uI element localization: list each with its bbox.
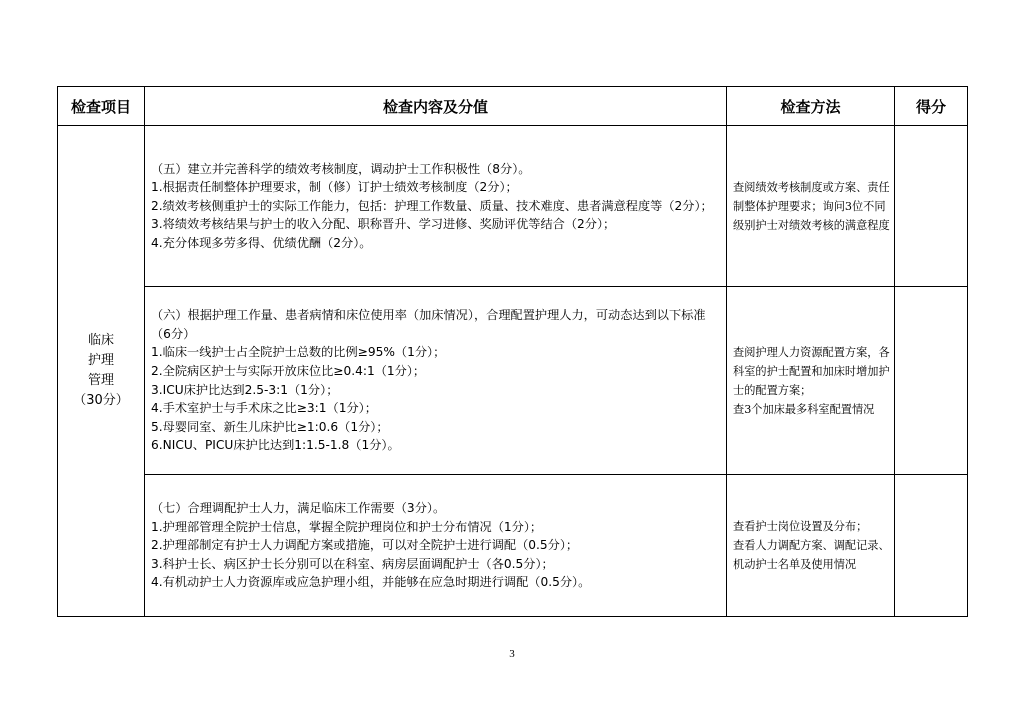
table-row [58, 475, 968, 617]
item-line: 临床 [87, 333, 114, 348]
item-line: 管理 [87, 373, 114, 388]
header-item: 检查项目 [58, 87, 145, 126]
page-number: 3 [509, 648, 515, 660]
table-row [58, 287, 968, 475]
header-content: 检查内容及分值 [145, 87, 727, 126]
item-score-line: （30分） [73, 393, 129, 408]
header-score: 得分 [895, 87, 968, 126]
method-cell: 查阅绩效考核制度或方案、责任制整体护理要求；询问3位不同级别护士对绩效考核的满意程度 [727, 126, 895, 287]
content-cell: （七）合理调配护士人力，满足临床工作需要（3分）。 1.护理部管理全院护士信息，掌握全院护理岗位和护士分布情况（1分）； 2.护理部制定有护士人力调配方案或措施，可以对全院护士进行调配（0.5分）； 3.科护士长、病区护士长分别可以在科室、病房层面调配护士（各0.5分）； 4.有机动护士人力资源库或应急护理小组，并能够在应急时期进行调配（0.5分）。 [145, 475, 727, 617]
item-line: 护理 [87, 353, 114, 368]
score-cell[interactable] [895, 126, 968, 287]
inspection-table [57, 86, 968, 617]
item-cell [58, 126, 145, 617]
score-cell[interactable] [895, 287, 968, 475]
table-row [58, 126, 968, 287]
method-cell: 查阅护理人力资源配置方案，各科室的护士配置和加床时增加护士的配置方案； 查3个加床最多科室配置情况 [727, 287, 895, 475]
table-header-row [58, 87, 968, 126]
score-cell[interactable] [895, 475, 968, 617]
header-method: 检查方法 [727, 87, 895, 126]
content-cell: （六）根据护理工作量、患者病情和床位使用率（加床情况），合理配置护理人力，可动态达到以下标准（6分） 1.临床一线护士占全院护士总数的比例≥95%（1分）； 2.全院病区护士与实际开放床位比≥0.4:1（1分）； 3.ICU床护比达到2.5-3:1（1分）； 4.手术室护士与手术床之比≥3:1（1分）； 5.母婴同室、新生儿床护比≥1:0.6（1分）； 6.NICU、PICU床护比达到1:1.5-1.8（1分）。 [145, 287, 727, 475]
content-cell: （五）建立并完善科学的绩效考核制度，调动护士工作积极性（8分）。 1.根据责任制整体护理要求，制（修）订护士绩效考核制度（2分）； 2.绩效考核侧重护士的实际工作能力，包括：护理工作数量、质量、技术难度、患者满意程度等（2分）； 3.将绩效考核结果与护士的收入分配、职称晋升、学习进修、奖励评优等结合（2分）； 4.充分体现多劳多得、优绩优酬（2分）。 [145, 126, 727, 287]
method-cell: 查看护士岗位设置及分布； 查看人力调配方案、调配记录、机动护士名单及使用情况 [727, 475, 895, 617]
